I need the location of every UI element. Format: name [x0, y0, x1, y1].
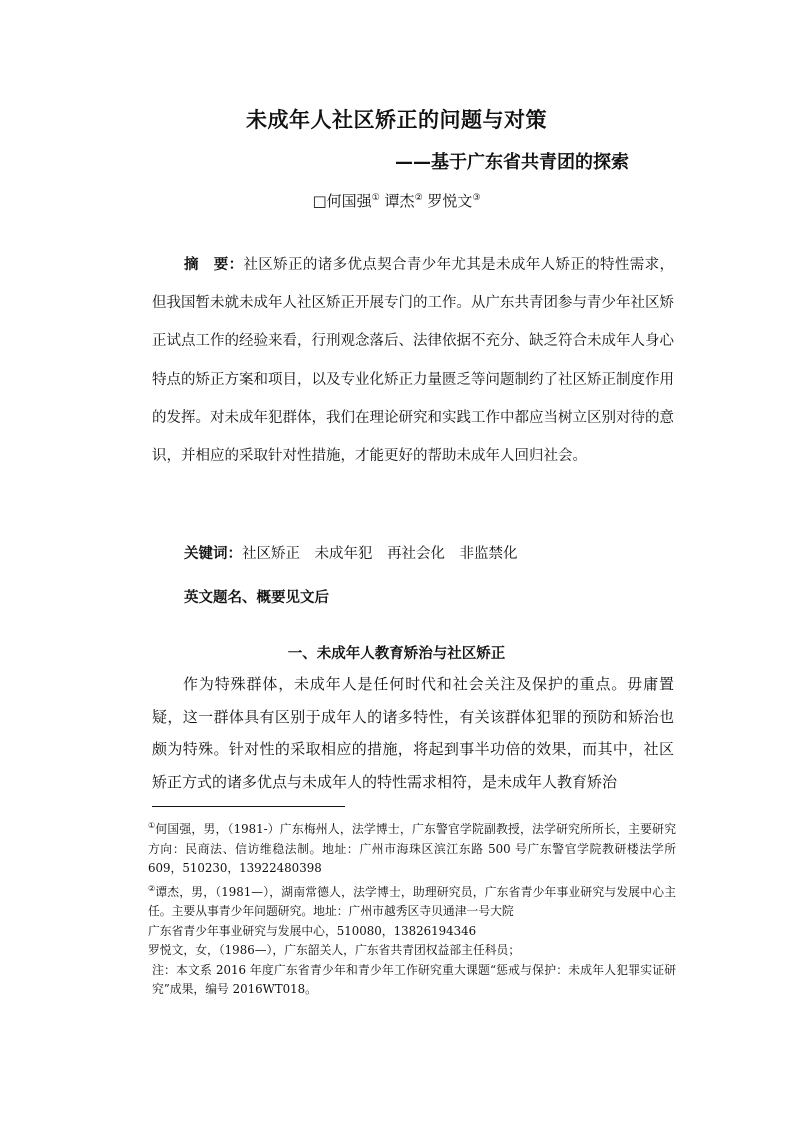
english-title-note: 英文题名、概要见文后 [184, 590, 329, 606]
footnote-marker[interactable]: ② [414, 193, 423, 203]
footnote-marker[interactable]: ③ [472, 193, 481, 203]
author-line [0, 190, 793, 211]
footnote-text: 广东省青少年事业研究与发展中心，510080，13826194346 [148, 923, 477, 938]
abstract-text: 社区矫正的诸多优点契合青少年尤其是未成年人矫正的特性需求，但我国暂未就未成年人社区矫正开展专门的工作。从广东共青团参与青少年社区矫正试点工作的经验来看，行刑观念落后、法律依据不充分、缺乏符合未成年人身心特点的矫正方案和项目，以及专业化矫正力量匮乏等问题制约了社区矫正制度作用的发挥。对未成年犯群体，我们在理论研究和实践工作中都应当树立区别对待的意识，并相应的采取针对性措施，才能更好的帮助未成年人回归社会。 [152, 257, 674, 465]
footnote-text: 何国强，男，（1981-）广东梅州人，法学博士，广东警官学院副教授，法学研究所所长，主要研究方向：民商法、信访维稳法制。地址：广州市海珠区滨江东路 500 号广东警官学院教研楼法学所 609，510230，13922480398 [148, 822, 676, 875]
keywords [184, 542, 518, 563]
abstract-label: 摘 要： [184, 257, 244, 273]
body-paragraph: 作为特殊群体，未成年人是任何时代和社会关注及保护的重点。毋庸置疑，这一群体具有区别于成年人的诸多特性，有关该群体犯罪的预防和矫治也颇为特殊。针对性的采取相应的措施，将起到事半功倍的效果，而其中，社区矫正方式的诸多优点与未成年人的特性需求相符，是未成年人教育矫治 [152, 675, 674, 791]
paper-subtitle: ——基于广东省共青团的探索 [395, 152, 629, 173]
footnote-marker[interactable]: ① [371, 193, 380, 203]
footnote [148, 879, 676, 922]
author-name: 何国强 [326, 192, 372, 210]
section-heading: 一、未成年人教育矫治与社区矫正 [287, 646, 506, 662]
author-name: 谭杰 [384, 192, 415, 210]
paper-title: 未成年人社区矫正的问题与对策 [246, 108, 547, 132]
keywords-text: 社区矫正 未成年犯 再社会化 非监禁化 [242, 546, 518, 562]
footnote-marker: ① [148, 821, 156, 830]
footnote-text: 谭杰，男，（1981—），湖南常德人，法学博士，助理研究员，广东省青少年事业研究与发展中心主任。主要从事青少年问题研究。地址：广州市越秀区寺贝通津一号大院 [148, 884, 676, 918]
funding-note [148, 961, 676, 1000]
keywords-label: 关键词： [184, 546, 242, 562]
footnote-continued [148, 922, 676, 942]
author-name: 罗悦文 [427, 192, 473, 210]
footnote-divider [152, 806, 345, 807]
footnotes [148, 816, 676, 1000]
footnote-text: 罗悦文，女，（1986—），广东韶关人，广东省共青团权益部主任科员； [148, 943, 521, 957]
footnote [148, 816, 676, 879]
footnote [148, 941, 676, 961]
abstract [152, 246, 674, 475]
footnote-text: 注：本文系 2016 年度广东省青少年和青少年工作研究重大课题“惩戒与保护：未成年人犯罪实证研究”成果，编号 2016WT018。 [152, 962, 676, 996]
author-box-marker: □ [312, 192, 327, 210]
footnote-marker: ② [148, 883, 156, 893]
